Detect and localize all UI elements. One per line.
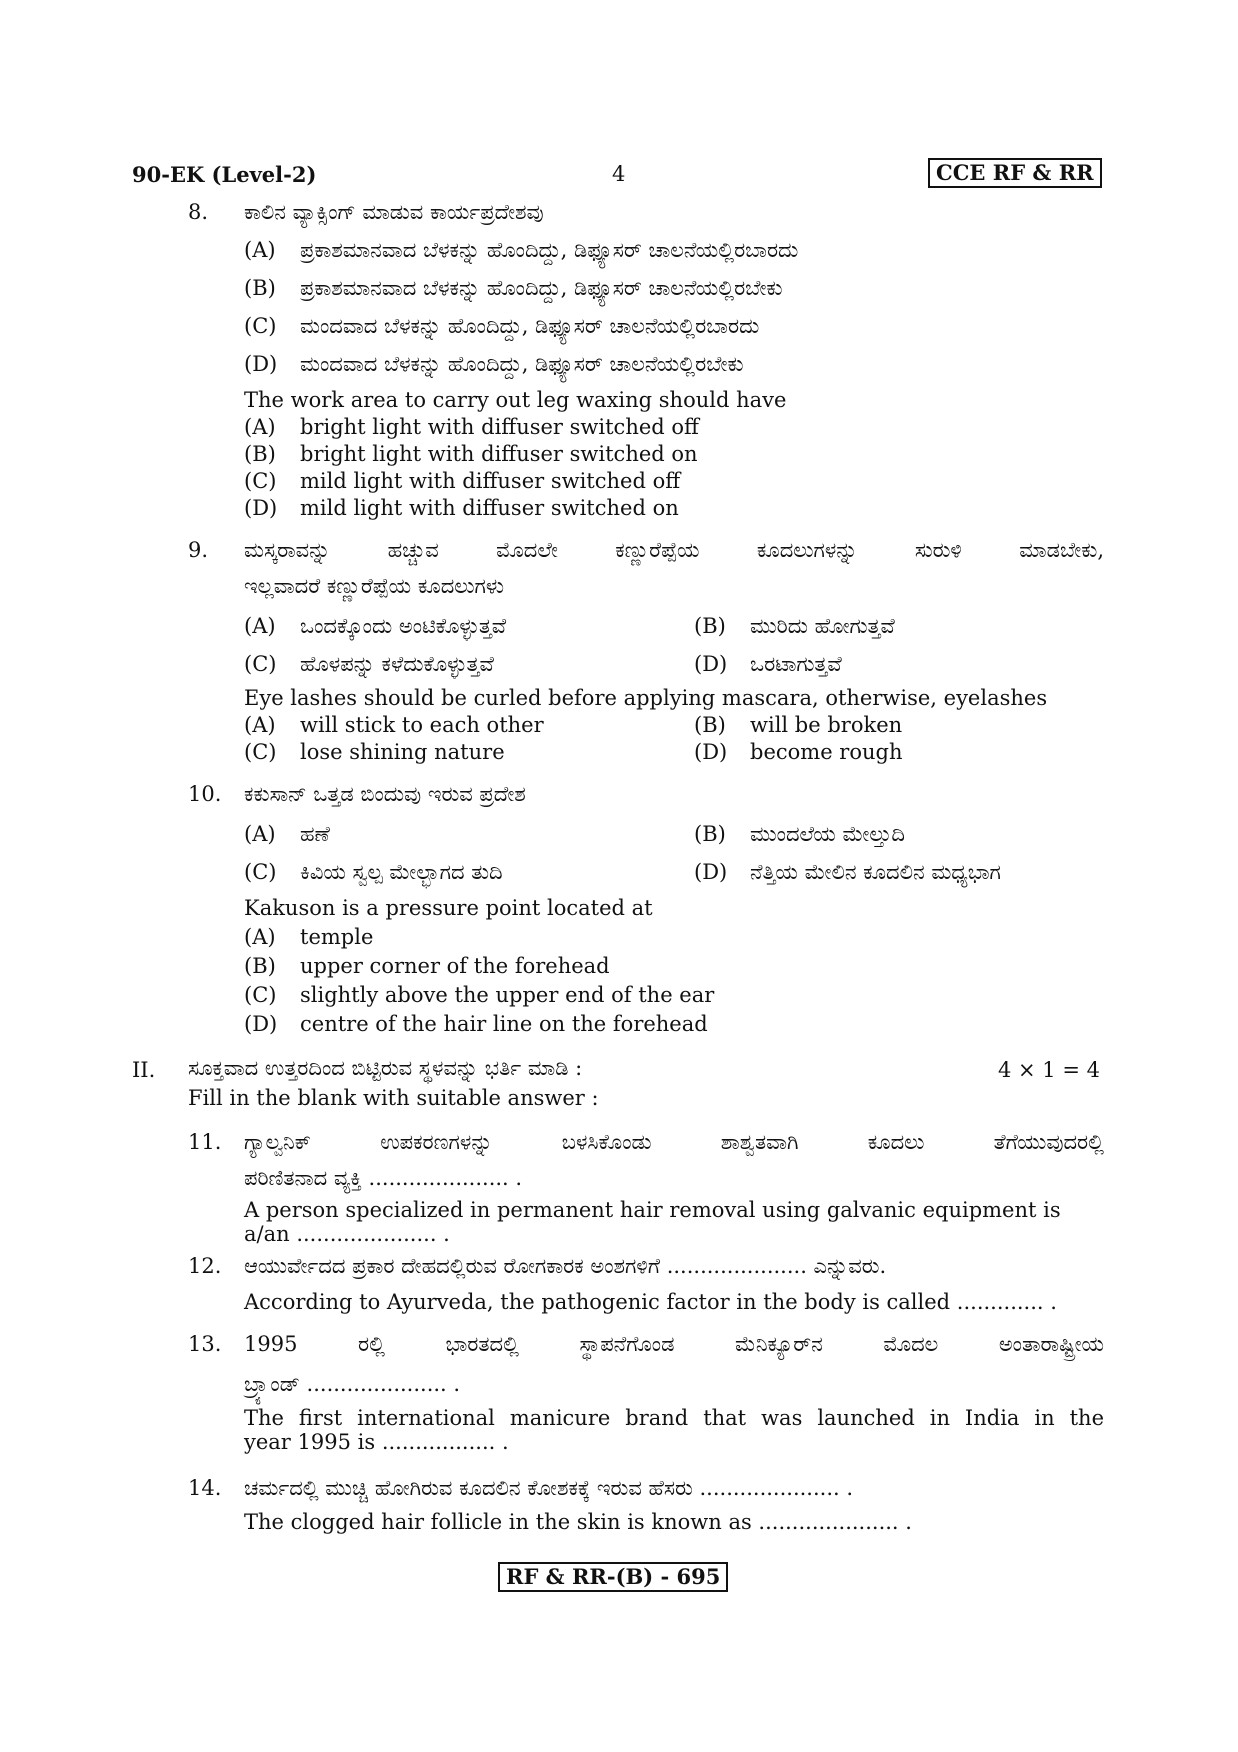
exam-type-box: CCE RF & RR (928, 158, 1102, 188)
question-number: 10. (188, 782, 222, 806)
option-text: ಮುರಿದು ಹೋಗುತ್ತವೆ (750, 614, 895, 638)
question-kn: ಚರ್ಮದಲ್ಲಿ ಮುಚ್ಚಿ ಹೋಗಿರುವ ಕೂದಲಿನ ಕೋಶಕಕ್ಕೆ ಇರುವ ಹೆಸರು ..................... . (244, 1476, 854, 1500)
option-text: will be broken (750, 713, 903, 737)
option-kn (244, 820, 330, 848)
option-text: mild light with diffuser switched off (300, 469, 681, 493)
option-kn (694, 650, 842, 678)
page-number: 4 (612, 162, 626, 186)
option-label: (D) (694, 860, 728, 884)
option-text: ನೆತ್ತಿಯ ಮೇಲಿನ ಕೂದಲಿನ ಮಧ್ಯಭಾಗ (750, 860, 1001, 884)
option-label: (C) (244, 652, 277, 676)
option-en (244, 740, 505, 764)
option-en (244, 983, 714, 1007)
option-label: (A) (244, 415, 276, 439)
option-text: bright light with diffuser switched off (300, 415, 699, 439)
option-label: (B) (244, 954, 276, 978)
question-number: 9. (188, 538, 209, 562)
option-text: ಪ್ರಕಾಶಮಾನವಾದ ಬೆಳಕನ್ನು ಹೊಂದಿದ್ದು, ಡಿಫ್ಯೂಸರ್ ಚಾಲನೆಯಲ್ಲಿರಬಾರದು (300, 238, 799, 262)
question-en: Eye lashes should be curled before applying mascara, otherwise, eyelashes (244, 686, 1048, 710)
question-en-cont: a/an ..................... . (244, 1222, 450, 1246)
option-en (244, 1012, 708, 1036)
option-kn (244, 650, 494, 678)
section-instruction-en: Fill in the blank with suitable answer : (188, 1086, 599, 1110)
question-kn-cont: ಬ್ರ್ಯಾಂಡ್ ..................... . (244, 1372, 461, 1396)
option-kn (244, 274, 783, 302)
option-kn (694, 612, 895, 640)
option-label: (B) (694, 713, 726, 737)
question-en: A person specialized in permanent hair removal using galvanic equipment is (244, 1198, 1061, 1222)
option-kn (244, 236, 798, 264)
option-kn (244, 312, 759, 340)
option-label: (B) (244, 276, 276, 300)
option-label: (A) (244, 713, 276, 737)
question-kn: ಮಸ್ಕರಾವನ್ನು ಹಚ್ಚುವ ಮೊದಲೇ ಕಣ್ಣುರೆಪ್ಪೆಯ ಕೂದಲುಗಳನ್ನು ಸುರುಳಿ ಮಾಡಬೇಕು, (244, 538, 1104, 562)
question-kn: ಗ್ಯಾಲ್ವನಿಕ್ ಉಪಕರಣಗಳನ್ನು ಬಳಸಿಕೊಂಡು ಶಾಶ್ವತವಾಗಿ ಕೂದಲು ತೆಗೆಯುವುದರಲ್ಲಿ (244, 1130, 1104, 1154)
option-en (244, 925, 373, 949)
option-label: (A) (244, 822, 276, 846)
question-en: The work area to carry out leg waxing should have (244, 388, 787, 412)
option-text: bright light with diffuser switched on (300, 442, 698, 466)
paper-code: 90-EK (Level-2) (132, 162, 317, 187)
option-label: (C) (244, 469, 277, 493)
question-kn: ಆಯುರ್ವೇದದ ಪ್ರಕಾರ ದೇಹದಲ್ಲಿರುವ ರೋಗಕಾರಕ ಅಂಶಗಳಿಗೆ ..................... ಎನ್ನುವರು. (244, 1254, 887, 1278)
option-label: (D) (244, 352, 278, 376)
option-text: upper corner of the forehead (300, 954, 610, 978)
option-text: centre of the hair line on the forehead (300, 1012, 708, 1036)
option-label: (C) (244, 740, 277, 764)
option-text: lose shining nature (300, 740, 505, 764)
option-text: ಪ್ರಕಾಶಮಾನವಾದ ಬೆಳಕನ್ನು ಹೊಂದಿದ್ದು, ಡಿಫ್ಯೂಸರ್ ಚಾಲನೆಯಲ್ಲಿರಬೇಕು (300, 276, 783, 300)
option-en (244, 469, 680, 493)
option-label: (D) (244, 1012, 278, 1036)
option-en (244, 496, 679, 520)
question-en: According to Ayurveda, the pathogenic factor in the body is called ............. . (244, 1290, 1057, 1314)
option-text: mild light with diffuser switched on (300, 496, 679, 520)
option-label: (A) (244, 614, 276, 638)
option-en (694, 713, 902, 737)
option-text: ಒಂದಕ್ಕೊಂದು ಅಂಟಿಕೊಳ್ಳುತ್ತವೆ (300, 614, 507, 638)
option-label: (C) (244, 314, 277, 338)
option-text: ಮಂದವಾದ ಬೆಳಕನ್ನು ಹೊಂದಿದ್ದು, ಡಿಫ್ಯೂಸರ್ ಚಾಲನೆಯಲ್ಲಿರಬೇಕು (300, 352, 744, 376)
option-kn (244, 612, 506, 640)
option-label: (B) (694, 614, 726, 638)
footer-code-box: RF & RR-(B) - 695 (498, 1562, 728, 1592)
question-number: 12. (188, 1254, 222, 1278)
option-en (244, 954, 610, 978)
option-label: (B) (694, 822, 726, 846)
section-instruction-kn: ಸೂಕ್ತವಾದ ಉತ್ತರದಿಂದ ಬಿಟ್ಟಿರುವ ಸ್ಥಳವನ್ನು ಭರ್ತಿ ಮಾಡಿ : (188, 1056, 583, 1080)
option-text: will stick to each other (300, 713, 544, 737)
question-en: The first international manicure brand that was launched in India in the (244, 1406, 1104, 1430)
question-kn: ಕಕುಸಾನ್ ಒತ್ತಡ ಬಿಂದುವು ಇರುವ ಪ್ರದೇಶ (244, 782, 526, 806)
option-en (244, 713, 544, 737)
option-label: (C) (244, 983, 277, 1007)
section-marks: 4 × 1 = 4 (998, 1058, 1100, 1082)
option-en (244, 415, 699, 439)
option-text: ಕಿವಿಯ ಸ್ವಲ್ಪ ಮೇಲ್ಭಾಗದ ತುದಿ (300, 860, 503, 884)
section-numeral: II. (132, 1058, 156, 1082)
option-text: ಹೊಳಪನ್ನು ಕಳೆದುಕೊಳ್ಳುತ್ತವೆ (300, 652, 494, 676)
option-text: ಮುಂದಲೆಯ ಮೇಲ್ತುದಿ (750, 822, 905, 846)
option-en (244, 442, 698, 466)
option-en (694, 740, 902, 764)
question-kn: 1995 ರಲ್ಲಿ ಭಾರತದಲ್ಲಿ ಸ್ಥಾಪನೆಗೊಂಡ ಮೆನಿಕ್ಯೂರ್‌ನ ಮೊದಲ ಅಂತಾರಾಷ್ಟ್ರೀಯ (244, 1332, 1104, 1356)
question-en: The clogged hair follicle in the skin is known as ..................... . (244, 1510, 912, 1534)
question-kn: ಕಾಲಿನ ವ್ಯಾಕ್ಸಿಂಗ್ ಮಾಡುವ ಕಾರ್ಯಪ್ರದೇಶವು (244, 200, 544, 224)
question-en-cont: year 1995 is ................. . (244, 1430, 509, 1454)
question-number: 8. (188, 200, 209, 224)
option-text: become rough (750, 740, 903, 764)
option-label: (A) (244, 238, 276, 262)
option-label: (A) (244, 925, 276, 949)
question-number: 13. (188, 1332, 222, 1356)
option-kn (694, 820, 905, 848)
option-text: ಹಣೆ (300, 822, 330, 846)
option-label: (D) (244, 496, 278, 520)
question-en: Kakuson is a pressure point located at (244, 896, 653, 920)
question-number: 11. (188, 1130, 222, 1154)
option-label: (B) (244, 442, 276, 466)
option-text: temple (300, 925, 374, 949)
option-kn (244, 858, 503, 886)
option-label: (D) (694, 652, 728, 676)
option-label: (D) (694, 740, 728, 764)
question-number: 14. (188, 1476, 222, 1500)
question-kn-cont: ಇಲ್ಲವಾದರೆ ಕಣ್ಣುರೆಪ್ಪೆಯ ಕೂದಲುಗಳು (244, 574, 504, 598)
option-text: slightly above the upper end of the ear (300, 983, 715, 1007)
option-label: (C) (244, 860, 277, 884)
option-kn (694, 858, 1001, 886)
option-text: ಮಂದವಾದ ಬೆಳಕನ್ನು ಹೊಂದಿದ್ದು, ಡಿಫ್ಯೂಸರ್ ಚಾಲನೆಯಲ್ಲಿರಬಾರದು (300, 314, 760, 338)
option-text: ಒರಟಾಗುತ್ತವೆ (750, 652, 842, 676)
option-kn (244, 350, 744, 378)
question-kn-cont: ಪರಿಣಿತನಾದ ವ್ಯಕ್ತಿ ..................... . (244, 1166, 523, 1190)
